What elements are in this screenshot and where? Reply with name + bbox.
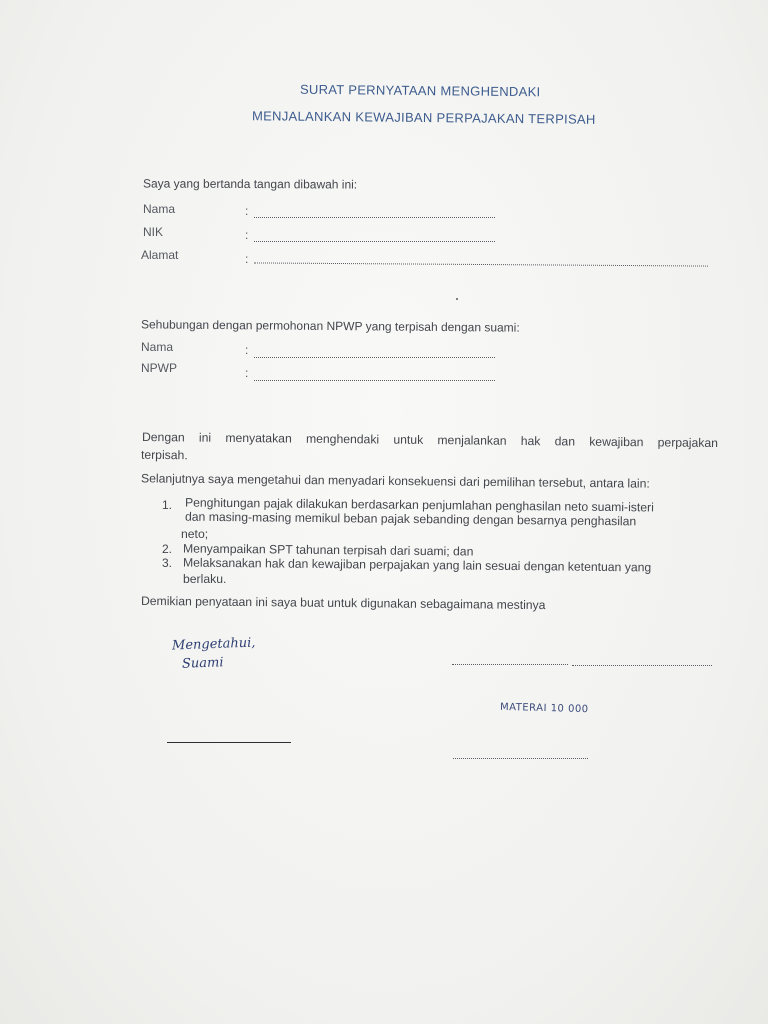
field-label-nama-suami: Nama: [141, 340, 174, 354]
handwritten-suami: Suami: [181, 655, 224, 672]
list-item-1-line1: Penghitungan pajak dilakukan berdasarkan penjumlahan penghasilan neto suami-isteri: [184, 495, 654, 515]
field-label-nik: NIK: [143, 225, 164, 239]
field-fill-line-nik: [254, 240, 495, 242]
field-colon: :: [245, 228, 249, 242]
place-fill-line: [452, 663, 568, 665]
field-fill-line-nama: [254, 216, 495, 218]
consequence-intro: Selanjutnya saya mengetahui dan menyadari konsekuensi dari pemilihan tersebut, antara lain:: [140, 471, 650, 491]
signer-name-line: [453, 757, 588, 759]
handwritten-mengetahui: Mengetahui,: [171, 635, 256, 654]
list-item-1-line3: neto;: [181, 527, 209, 541]
paper-speck: [456, 298, 458, 300]
statement-line2: terpisah.: [140, 447, 188, 463]
husband-signature-line: [167, 742, 291, 743]
list-item-1-line2: dan masing-masing memikul beban pajak sebanding dengan besarnya penghasilan: [184, 509, 637, 529]
materai-note: MATERAI 10 000: [499, 701, 589, 716]
list-item-number: 1.: [162, 498, 173, 512]
document-title-line1: SURAT PERNYATAAN MENGHENDAKI: [299, 81, 541, 100]
date-fill-line: [572, 664, 712, 666]
field-fill-line-npwp: [254, 379, 495, 381]
field-colon: :: [245, 204, 249, 218]
list-item-2-line1: Menyampaikan SPT tahunan terpisah dari suami; dan: [182, 541, 474, 559]
list-item-3-line1: Melaksanakan hak dan kewajiban perpajakan yang lain sesuai dengan ketentuan yang: [182, 555, 652, 575]
field-label-npwp: NPWP: [141, 361, 177, 375]
list-item-number: 3.: [162, 556, 173, 570]
document-title-line2: MENJALANKAN KEWAJIBAN PERPAJAKAN TERPISAH: [251, 108, 596, 127]
section1-intro: Saya yang bertanda tangan dibawah ini:: [142, 176, 358, 192]
field-label-alamat: Alamat: [141, 248, 179, 262]
field-colon: :: [245, 343, 249, 357]
field-fill-line-alamat: [254, 261, 708, 266]
section2-intro: Sehubungan dengan permohonan NPWP yang terpisah dengan suami:: [140, 317, 520, 335]
field-colon: :: [245, 366, 249, 380]
statement-line1: Dengan ini menyatakan menghendaki untuk menjalankan hak dan kewajiban perpajakan: [141, 429, 719, 451]
field-fill-line-nama-suami: [254, 356, 495, 358]
list-item-3-line2: berlaku.: [183, 572, 227, 586]
field-label-nama: Nama: [143, 202, 176, 216]
list-item-number: 2.: [162, 542, 173, 556]
closing-sentence: Demikian penyataan ini saya buat untuk digunakan sebagaimana mestinya: [140, 593, 546, 613]
field-colon: :: [245, 252, 249, 266]
